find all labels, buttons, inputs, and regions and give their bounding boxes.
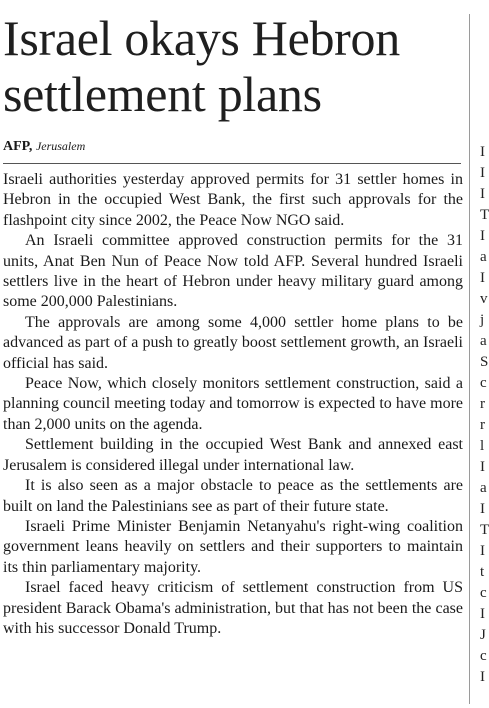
adjacent-column-glyph: I [480, 165, 485, 181]
adjacent-column-glyph: I [480, 270, 485, 286]
adjacent-column-glyph: r [480, 396, 485, 412]
paragraph: Settlement building in the occupied West Bank and annexed east Jerusalem is considered illegal under international law. [3, 436, 463, 474]
byline [3, 138, 463, 155]
adjacent-column-glyph: I [480, 186, 485, 202]
adjacent-column-glyph: J [480, 627, 486, 643]
adjacent-column-glyph: I [480, 543, 485, 559]
byline-agency: AFP, [3, 139, 33, 154]
article-body [3, 170, 463, 639]
adjacent-column-glyph: I [480, 144, 485, 160]
paragraph: Israel faced heavy criticism of settlement construction from US president Barack Obama's administration, but that has not been the case with his successor Donald Trump. [3, 579, 463, 637]
adjacent-column-glyph: S [480, 354, 489, 370]
adjacent-column-fragment [476, 0, 489, 708]
adjacent-column-glyph: l [480, 438, 485, 454]
adjacent-column-glyph: v [480, 291, 488, 307]
column-divider [469, 14, 470, 704]
adjacent-column-glyph: j [480, 312, 485, 328]
adjacent-column-glyph: t [480, 564, 485, 580]
headline [3, 10, 463, 122]
paragraph: It is also seen as a major obstacle to peace as the settlements are built on land the Palestinians see as part of their future state. [3, 477, 463, 515]
byline-dateline: Jerusalem [35, 139, 86, 153]
adjacent-column-glyph: r [480, 417, 485, 433]
adjacent-column-glyph: c [480, 585, 487, 601]
adjacent-column-glyph: I [480, 501, 485, 517]
paragraph: Israeli Prime Minister Benjamin Netanyahu's right-wing coalition government leans heavily on settlers and their supporters to maintain its thin parliamentary majority. [3, 517, 463, 576]
adjacent-column-glyph: c [480, 648, 487, 664]
adjacent-column-glyph: I [480, 459, 485, 475]
adjacent-column-glyph: a [480, 480, 487, 496]
byline-rule [3, 163, 461, 164]
news-article [3, 10, 463, 639]
adjacent-column-glyph: T [480, 207, 489, 223]
adjacent-column-glyph: c [480, 375, 487, 391]
adjacent-column-glyph: I [480, 606, 485, 622]
paragraph: Peace Now, which closely monitors settlement construction, said a planning council meeting today and tomorrow is expected to have more than 2,000 units on the agenda. [3, 375, 463, 433]
paragraph: The approvals are among some 4,000 settler home plans to be advanced as part of a push to greatly boost settlement growth, an Israeli official has said. [3, 313, 463, 372]
adjacent-column-glyph: I [480, 228, 485, 244]
paragraph: An Israeli committee approved construction permits for the 31 units, Anat Ben Nun of Peace Now told AFP. Several hundred Israeli settlers live in the heart of Hebron under heavy military guard among some 200,000 Palestinians. [3, 232, 463, 311]
headline-line-2: settlement plans [3, 66, 322, 122]
adjacent-column-glyph: a [480, 333, 487, 349]
paragraph: Israeli authorities yesterday approved permits for 31 settler homes in Hebron in the occupied West Bank, the first such approvals for the flashpoint city since 2002, the Peace Now NGO said. [3, 171, 463, 229]
adjacent-column-glyph: a [480, 249, 487, 265]
adjacent-column-glyph: I [480, 669, 485, 685]
headline-line-1: Israel okays Hebron [3, 10, 400, 66]
adjacent-column-glyph: T [480, 522, 489, 538]
